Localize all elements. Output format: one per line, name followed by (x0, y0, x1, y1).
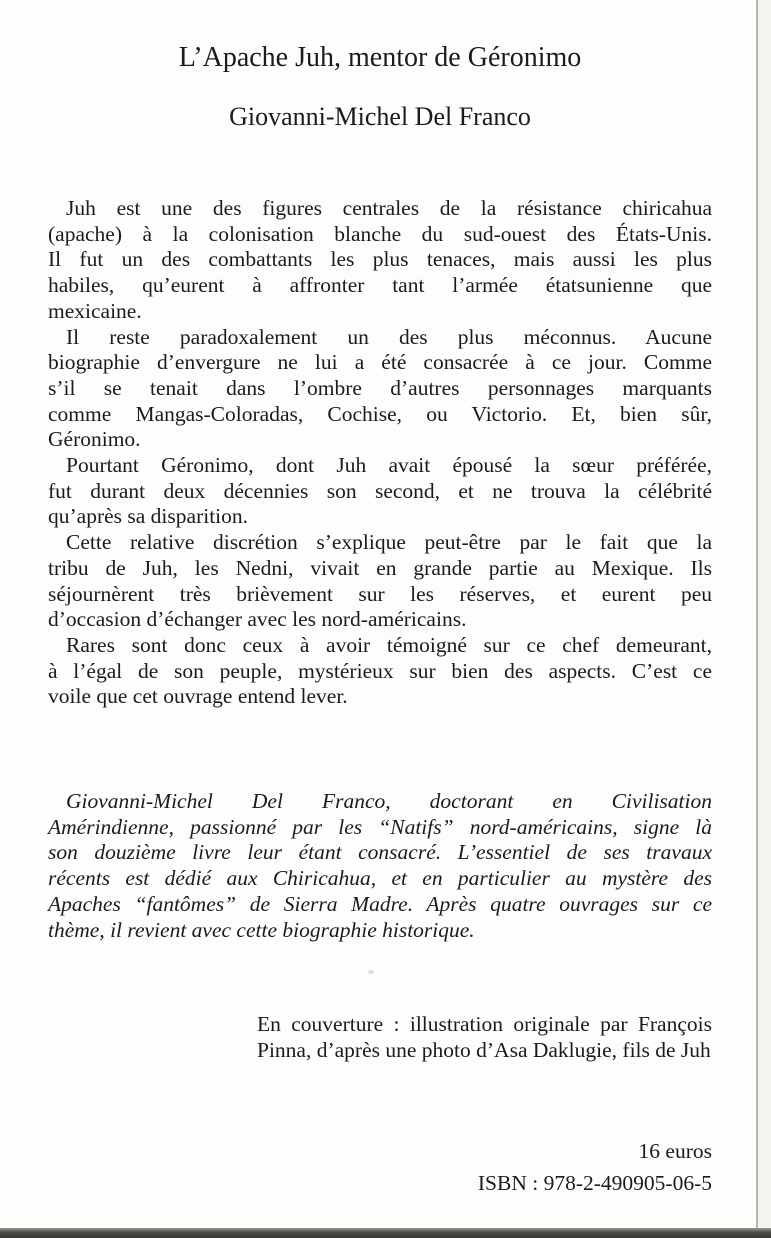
text-line: Il reste paradoxalement un des plus méconnus. Aucune (66, 324, 712, 349)
text-line: à l’égal de son peuple, mystérieux sur bien des aspects. C’est ce (48, 658, 712, 683)
author-bio (48, 789, 712, 943)
synopsis-paragraph-1 (48, 196, 712, 325)
text-line: séjournèrent très brièvement sur les réserves, et eurent peu (48, 581, 712, 606)
text-line: qu’après sa disparition. (48, 504, 249, 529)
book-author: Giovanni-Michel Del Franco (229, 102, 531, 131)
book-title: L’Apache Juh, mentor de Géronimo (178, 42, 582, 73)
text-line: Pourtant Géronimo, dont Juh avait épousé la sœur préférée, (66, 453, 712, 478)
scan-bottom-band (0, 1228, 771, 1238)
text-line: En couverture : illustration originale par François (257, 1012, 712, 1037)
text-line: voile que cet ouvrage entend lever. (48, 684, 348, 709)
text-line: Pinna, d’après une photo d’Asa Daklugie, fils de Juh (257, 1037, 711, 1062)
text-line: Apaches “fantômes” de Sierra Madre. Après quatre ouvrages sur ce (48, 891, 712, 916)
synopsis (48, 196, 712, 710)
text-line: comme Mangas-Coloradas, Cochise, ou Victorio. Et, bien sûr, (48, 401, 712, 426)
text-column (48, 0, 712, 1197)
scan-edge-line (756, 0, 758, 1238)
cover-credit (257, 1012, 712, 1063)
text-line: Giovanni-Michel Del Franco, doctorant en Civilisation (66, 789, 712, 814)
text-line: fut durant deux décennies son second, et ne trouva la célébrité (48, 478, 712, 503)
scan-edge-margin (758, 0, 771, 1238)
price: 16 euros (638, 1138, 712, 1163)
text-line: thème, il revient avec cette biographie historique. (48, 917, 475, 942)
synopsis-paragraph-5 (48, 633, 712, 710)
text-line: Juh est une des figures centrales de la résistance chiricahua (66, 196, 712, 220)
text-line: Il fut un des combattants les plus tenaces, mais aussi les plus (48, 247, 712, 272)
text-line: Rares sont donc ceux à avoir témoigné sur ce chef demeurant, (66, 632, 712, 657)
text-line: Cette relative discrétion s’explique peut-être par le fait que la (66, 530, 712, 555)
text-line: Amérindienne, passionné par les “Natifs” nord-américains, signe là (48, 814, 712, 839)
text-line: s’il se tenait dans l’ombre d’autres personnages marquants (48, 375, 712, 400)
synopsis-paragraph-2 (48, 325, 712, 454)
text-line: mexicaine. (48, 298, 142, 323)
scan-speck (368, 970, 374, 974)
synopsis-paragraph-3 (48, 453, 712, 530)
isbn: ISBN : 978-2-490905-06-5 (477, 1171, 712, 1196)
text-line: d’occasion d’échanger avec les nord-américains. (48, 607, 467, 632)
synopsis-paragraph-4 (48, 530, 712, 633)
text-line: récents est dédié aux Chiricahua, et en particulier au mystère des (48, 866, 712, 891)
text-line: tribu de Juh, les Nedni, vivait en grande partie au Mexique. Ils (48, 555, 712, 580)
text-line: biographie d’envergure ne lui a été consacrée à ce jour. Comme (48, 350, 712, 375)
text-line: son douzième livre leur étant consacré. L’essentiel de ses travaux (48, 840, 712, 865)
text-line: habiles, qu’eurent à affronter tant l’armée étatsunienne que (48, 273, 712, 298)
text-line: (apache) à la colonisation blanche du sud-ouest des États-Unis. (48, 221, 712, 246)
text-line: Géronimo. (48, 427, 141, 452)
